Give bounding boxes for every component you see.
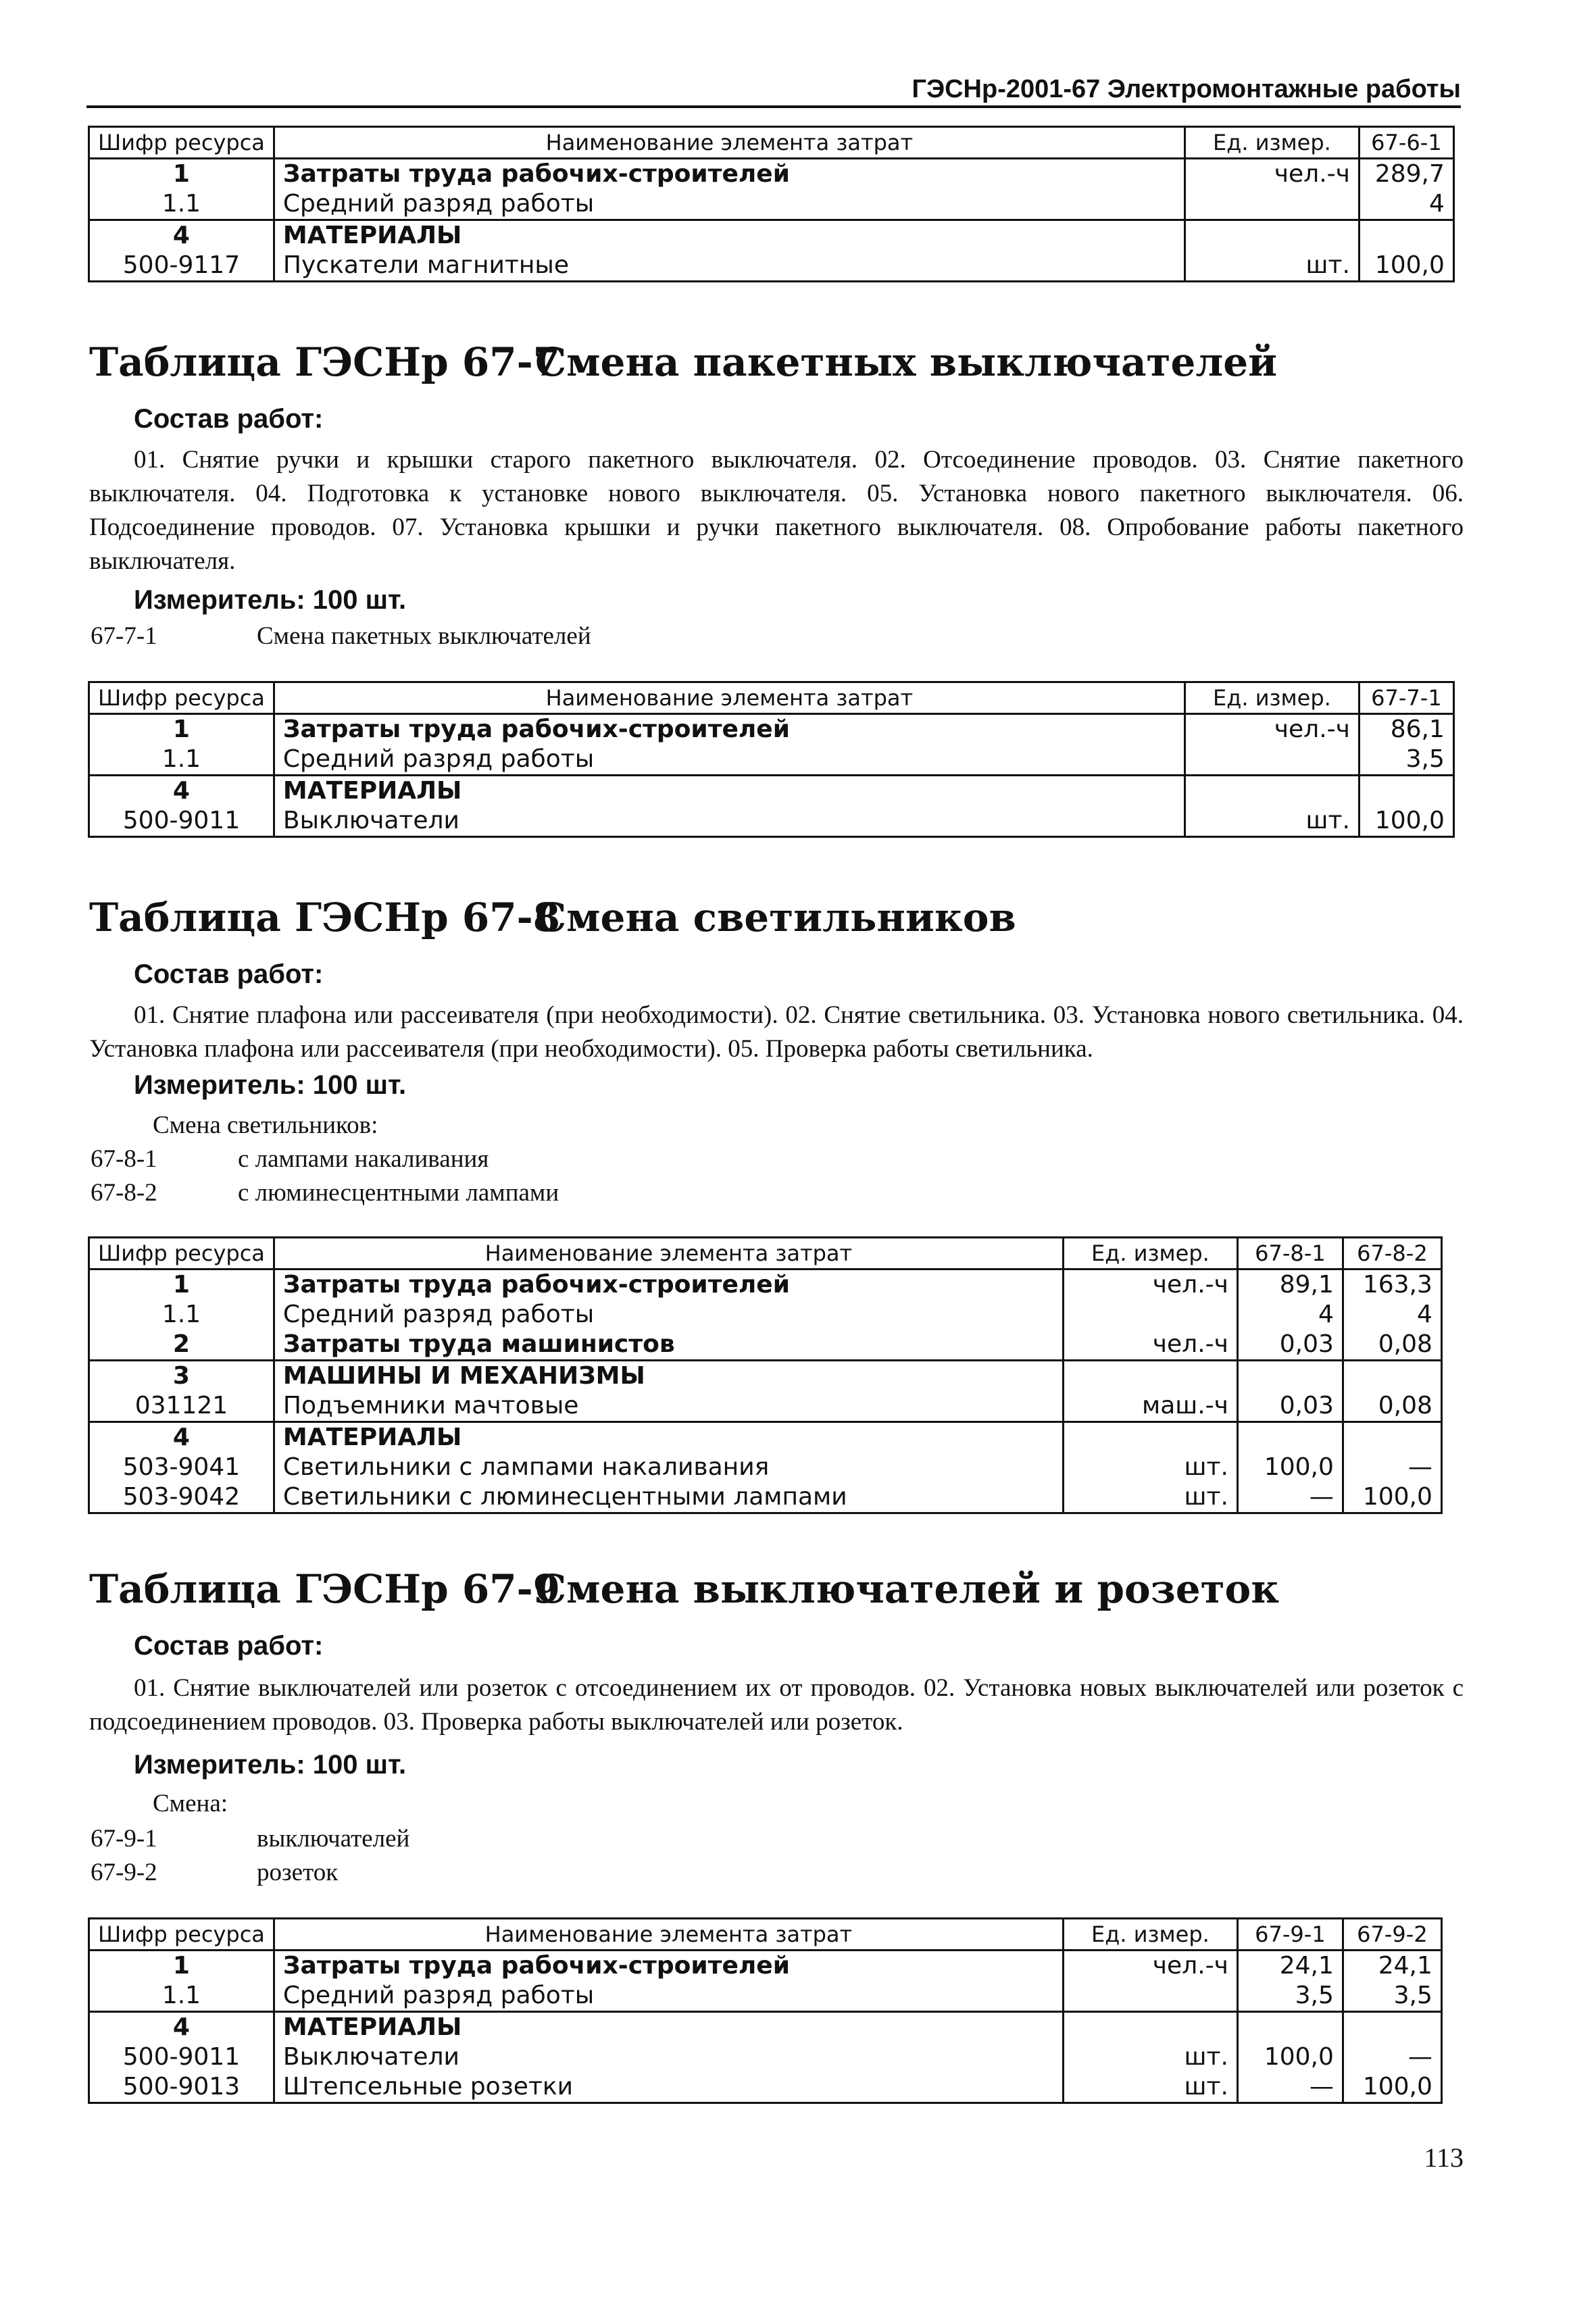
- table-name: Смена пакетных выключателей: [535, 339, 1278, 385]
- unit-cell: шт.: [1063, 2072, 1237, 2103]
- meter-label: Измеритель: 100 шт.: [134, 585, 407, 615]
- meter-label: Измеритель: 100 шт.: [134, 1750, 407, 1780]
- table-row: [89, 1269, 1442, 1301]
- norm-value: [1237, 1422, 1343, 1453]
- table-row: [89, 745, 1454, 776]
- norm-value: 100,0: [1237, 1453, 1343, 1482]
- page-number: 113: [1424, 2142, 1464, 2173]
- norm-value: [1237, 2012, 1343, 2043]
- resource-code: 4: [89, 2012, 274, 2043]
- cost-element-name: Затраты труда машинистов: [274, 1330, 1063, 1361]
- composition-text: 01. Снятие ручки и крышки старого пакетного выключателя. 02. Отсоединение проводов. 03. Снятие пакетного выключателя. 04. Подготовка к установке нового выключателя. 05. Установка нового пакетного выключателя. 06. Подсоединение проводов. 07. Установка крышки и ручки пакетного выключателя. 08. Опробование работы пакетного выключателя.: [89, 446, 1464, 575]
- resource-code: 4: [89, 1422, 274, 1453]
- table-row: [89, 1300, 1442, 1330]
- table-header-row: [89, 1238, 1442, 1269]
- resource-code: 503-9041: [89, 1453, 274, 1482]
- unit-cell: шт.: [1184, 251, 1359, 282]
- norm-code: 67-8-2: [91, 1179, 157, 1207]
- norm-value: 3,5: [1237, 1981, 1343, 2012]
- table-row: [89, 1422, 1442, 1453]
- table-row: [89, 1951, 1442, 1982]
- unit-cell: [1063, 1422, 1237, 1453]
- norm-value: 24,1: [1237, 1951, 1343, 1982]
- norm-value: —: [1343, 1453, 1441, 1482]
- table-row: [89, 1482, 1442, 1513]
- resource-table-67-8: [88, 1236, 1443, 1514]
- unit-cell: чел.-ч: [1063, 1951, 1237, 1982]
- table-header-row: [89, 1919, 1442, 1951]
- unit-cell: чел.-ч: [1184, 714, 1359, 745]
- table-row: [89, 2042, 1442, 2072]
- resource-code: 1.1: [89, 745, 274, 776]
- norm-value: 89,1: [1237, 1269, 1343, 1301]
- table-row: [89, 776, 1454, 807]
- norm-value: —: [1343, 2042, 1441, 2072]
- composition-label: Состав работ:: [134, 1631, 324, 1661]
- header-unit: Ед. измер.: [1063, 1919, 1237, 1951]
- table-row: [89, 1330, 1442, 1361]
- header-name: Наименование элемента затрат: [274, 1919, 1063, 1951]
- resource-code: 4: [89, 220, 274, 251]
- cost-element-name: МАТЕРИАЛЫ: [274, 1422, 1063, 1453]
- cost-element-name: Затраты труда рабочих-строителей: [274, 159, 1184, 190]
- norm-value: 0,03: [1237, 1391, 1343, 1422]
- cost-element-name: МАТЕРИАЛЫ: [274, 220, 1184, 251]
- header-name: Наименование элемента затрат: [274, 127, 1184, 159]
- norm-description: с лампами накаливания: [238, 1145, 489, 1173]
- header-name: Наименование элемента затрат: [274, 682, 1184, 714]
- unit-cell: шт.: [1184, 806, 1359, 837]
- resource-code: 500-9013: [89, 2072, 274, 2103]
- unit-cell: [1184, 189, 1359, 220]
- table-number: Таблица ГЭСНр 67-8: [89, 895, 560, 940]
- unit-cell: чел.-ч: [1184, 159, 1359, 190]
- resource-code: 1.1: [89, 1300, 274, 1330]
- table-row: [89, 1981, 1442, 2012]
- unit-cell: [1184, 220, 1359, 251]
- norm-value: 4: [1359, 189, 1453, 220]
- unit-cell: [1184, 745, 1359, 776]
- unit-cell: шт.: [1063, 2042, 1237, 2072]
- table-row: [89, 2072, 1442, 2103]
- norm-code: 67-9-1: [91, 1825, 157, 1853]
- table-row: [89, 159, 1454, 190]
- cost-element-name: МАТЕРИАЛЫ: [274, 776, 1184, 807]
- table-number: Таблица ГЭСНр 67-7: [89, 339, 560, 385]
- cost-element-name: Штепсельные розетки: [274, 2072, 1063, 2103]
- norm-value: 100,0: [1359, 251, 1453, 282]
- norm-value: 3,5: [1359, 745, 1453, 776]
- norm-value: 4: [1237, 1300, 1343, 1330]
- resource-code: 1: [89, 1951, 274, 1982]
- norm-code: 67-8-1: [91, 1145, 157, 1173]
- header-norm-code: 67-9-1: [1237, 1919, 1343, 1951]
- resource-code: 4: [89, 776, 274, 807]
- table-row: [89, 189, 1454, 220]
- norm-value: [1343, 1422, 1441, 1453]
- resource-code: 1.1: [89, 1981, 274, 2012]
- table-row: [89, 220, 1454, 251]
- norm-value: 100,0: [1237, 2042, 1343, 2072]
- cost-element-name: Пускатели магнитные: [274, 251, 1184, 282]
- header-code: Шифр ресурса: [89, 1238, 274, 1269]
- header-unit: Ед. измер.: [1184, 127, 1359, 159]
- header-norm-code: 67-9-2: [1343, 1919, 1441, 1951]
- norm-value: [1237, 1361, 1343, 1392]
- unit-cell: чел.-ч: [1063, 1330, 1237, 1361]
- section-title-67-8: [89, 895, 1016, 940]
- norm-value: 24,1: [1343, 1951, 1441, 1982]
- header-unit: Ед. измер.: [1063, 1238, 1237, 1269]
- cost-element-name: МАТЕРИАЛЫ: [274, 2012, 1063, 2043]
- norm-value: 3,5: [1343, 1981, 1441, 2012]
- norm-value: [1343, 1361, 1441, 1392]
- cost-element-name: Выключатели: [274, 2042, 1063, 2072]
- composition-text: 01. Снятие выключателей или розеток с отсоединением их от проводов. 02. Установка новых выключателей или розеток с подсоединением проводов. 03. Проверка работы выключателей или розеток.: [89, 1674, 1464, 1736]
- norm-description: розеток: [257, 1859, 339, 1886]
- section-title-67-9: [89, 1566, 1280, 1612]
- norm-value: 100,0: [1343, 1482, 1441, 1513]
- norm-value: [1343, 2012, 1441, 2043]
- composition-label: Состав работ:: [134, 959, 324, 989]
- table-header-row: [89, 127, 1454, 159]
- table-row: [89, 1453, 1442, 1482]
- list-intro: Смена светильников:: [153, 1111, 378, 1139]
- norm-value: 86,1: [1359, 714, 1453, 745]
- meter-label: Измеритель: 100 шт.: [134, 1070, 407, 1100]
- resource-table-67-7: [88, 681, 1455, 838]
- norm-code: 67-7-1: [91, 622, 157, 650]
- norm-value: 163,3: [1343, 1269, 1441, 1301]
- resource-code: 1: [89, 1269, 274, 1301]
- header-unit: Ед. измер.: [1184, 682, 1359, 714]
- norm-value: [1359, 220, 1453, 251]
- table-name: Смена выключателей и розеток: [535, 1566, 1280, 1612]
- header-norm-code: 67-6-1: [1359, 127, 1453, 159]
- header-norm-code: 67-8-1: [1237, 1238, 1343, 1269]
- cost-element-name: Средний разряд работы: [274, 1300, 1063, 1330]
- cost-element-name: Средний разряд работы: [274, 1981, 1063, 2012]
- cost-element-name: Затраты труда рабочих-строителей: [274, 1269, 1063, 1301]
- cost-element-name: Подъемники мачтовые: [274, 1391, 1063, 1422]
- table-header-row: [89, 682, 1454, 714]
- header-norm-code: 67-7-1: [1359, 682, 1453, 714]
- unit-cell: [1063, 1981, 1237, 2012]
- resource-code: 1: [89, 714, 274, 745]
- composition-text: 01. Снятие плафона или рассеивателя (при необходимости). 02. Снятие светильника. 03. Установка нового светильника. 04. Установка плафона или рассеивателя (при необходимости). 05. Проверка работы светильника.: [89, 1001, 1464, 1063]
- unit-cell: шт.: [1063, 1482, 1237, 1513]
- header-name: Наименование элемента затрат: [274, 1238, 1063, 1269]
- unit-cell: чел.-ч: [1063, 1269, 1237, 1301]
- unit-cell: маш.-ч: [1063, 1391, 1237, 1422]
- unit-cell: шт.: [1063, 1453, 1237, 1482]
- table-row: [89, 714, 1454, 745]
- resource-code: 500-9117: [89, 251, 274, 282]
- cost-element-name: Затраты труда рабочих-строителей: [274, 1951, 1063, 1982]
- cost-element-name: Затраты труда рабочих-строителей: [274, 714, 1184, 745]
- resource-table-67-9: [88, 1917, 1443, 2104]
- norm-description: выключателей: [257, 1825, 410, 1853]
- resource-code: 1.1: [89, 189, 274, 220]
- resource-code: 1: [89, 159, 274, 190]
- list-intro: Смена:: [153, 1790, 228, 1817]
- table-row: [89, 1391, 1442, 1422]
- table-row: [89, 251, 1454, 282]
- norm-value: 0,08: [1343, 1330, 1441, 1361]
- unit-cell: [1184, 776, 1359, 807]
- cost-element-name: Светильники с лампами накаливания: [274, 1453, 1063, 1482]
- cost-element-name: МАШИНЫ И МЕХАНИЗМЫ: [274, 1361, 1063, 1392]
- table-number: Таблица ГЭСНр 67-9: [89, 1566, 560, 1612]
- unit-cell: [1063, 2012, 1237, 2043]
- header-norm-code: 67-8-2: [1343, 1238, 1441, 1269]
- norm-value: —: [1237, 2072, 1343, 2103]
- norm-value: 0,08: [1343, 1391, 1441, 1422]
- norm-value: —: [1237, 1482, 1343, 1513]
- resource-code: 2: [89, 1330, 274, 1361]
- table-row: [89, 1361, 1442, 1392]
- norm-description: с люминесцентными лампами: [238, 1179, 559, 1207]
- table-row: [89, 2012, 1442, 2043]
- header-code: Шифр ресурса: [89, 1919, 274, 1951]
- resource-code: 3: [89, 1361, 274, 1392]
- cost-element-name: Выключатели: [274, 806, 1184, 837]
- norm-value: [1359, 776, 1453, 807]
- resource-table-67-6: [88, 126, 1455, 282]
- running-header: ГЭСНр-2001-67 Электромонтажные работы: [86, 73, 1461, 108]
- header-code: Шифр ресурса: [89, 127, 274, 159]
- norm-code: 67-9-2: [91, 1859, 157, 1886]
- resource-code: 500-9011: [89, 2042, 274, 2072]
- header-code: Шифр ресурса: [89, 682, 274, 714]
- section-title-67-7: [89, 339, 1278, 385]
- norm-value: 100,0: [1343, 2072, 1441, 2103]
- cost-element-name: Средний разряд работы: [274, 189, 1184, 220]
- norm-value: 0,03: [1237, 1330, 1343, 1361]
- norm-value: 100,0: [1359, 806, 1453, 837]
- cost-element-name: Средний разряд работы: [274, 745, 1184, 776]
- unit-cell: [1063, 1300, 1237, 1330]
- unit-cell: [1063, 1361, 1237, 1392]
- norm-description: Смена пакетных выключателей: [257, 622, 591, 650]
- resource-code: 031121: [89, 1391, 274, 1422]
- cost-element-name: Светильники с люминесцентными лампами: [274, 1482, 1063, 1513]
- table-name: Смена светильников: [535, 895, 1016, 940]
- composition-label: Состав работ:: [134, 404, 324, 434]
- resource-code: 500-9011: [89, 806, 274, 837]
- resource-code: 503-9042: [89, 1482, 274, 1513]
- norm-value: 4: [1343, 1300, 1441, 1330]
- table-row: [89, 806, 1454, 837]
- norm-value: 289,7: [1359, 159, 1453, 190]
